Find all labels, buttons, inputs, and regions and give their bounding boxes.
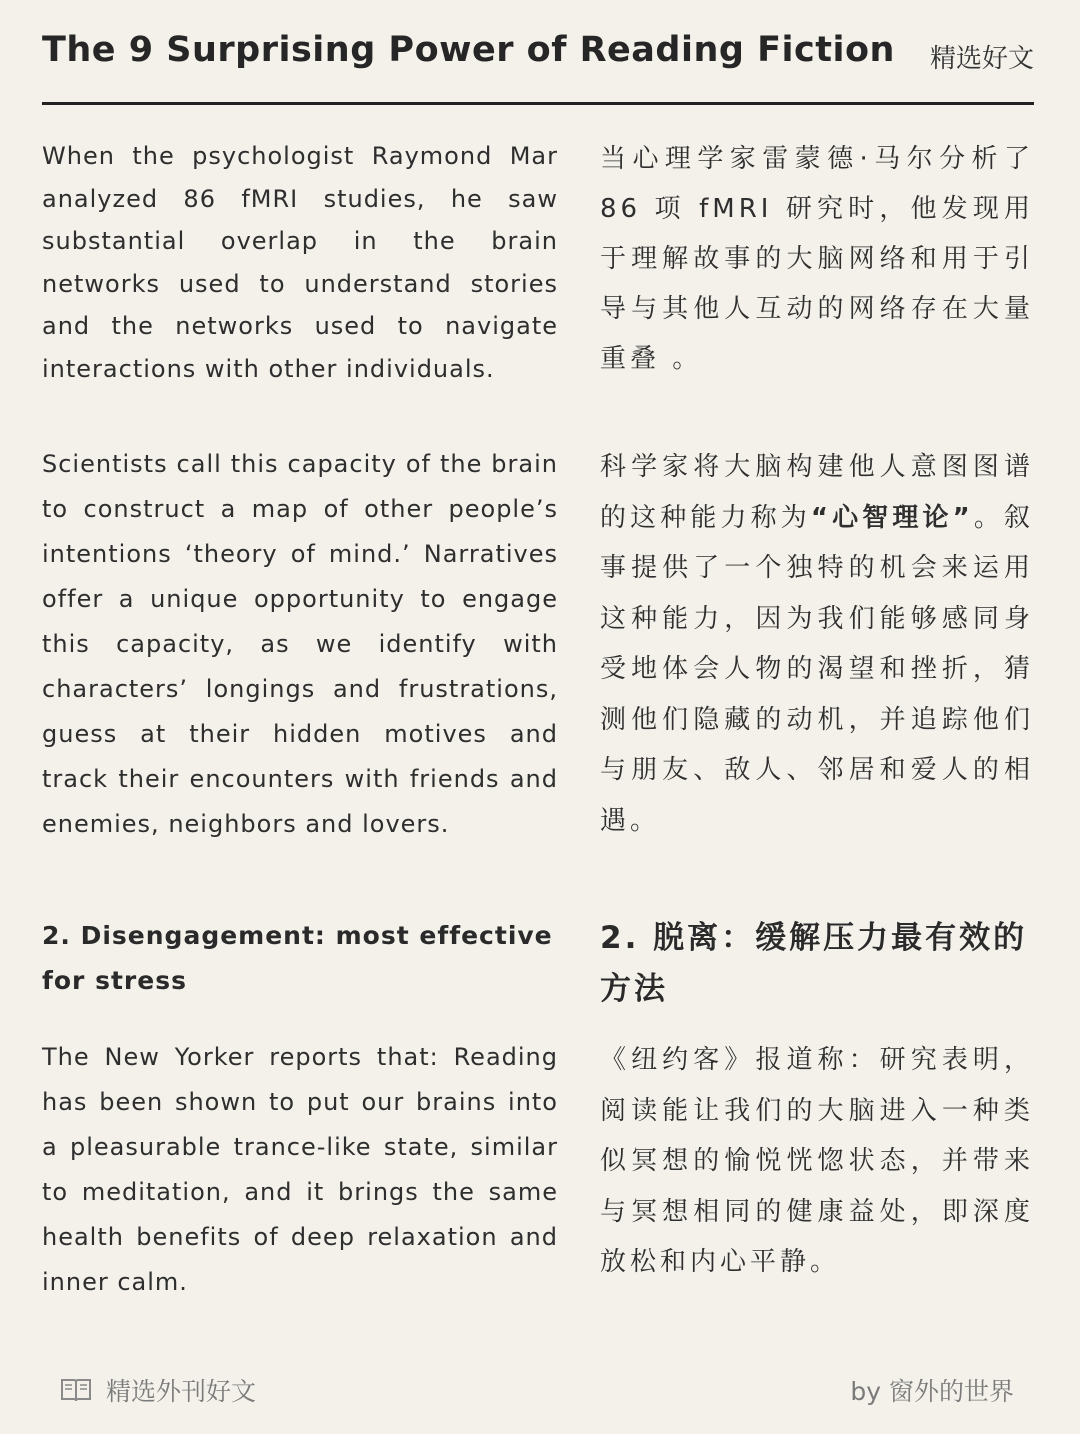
section-heading-en: 2. Disengagement: most effective for stress (42, 921, 553, 995)
paragraph-zh-2-after: 。叙事提供了一个独特的机会来运用这种能力，因为我们能够感同身受地体会人物的渴望和挫折，猜测他们隐藏的动机，并追踪他们与朋友、敌人、邻居和爱人的相遇。 (600, 502, 1034, 836)
page-title: The 9 Surprising Power of Reading Fiction (42, 30, 895, 70)
paragraph-en-3: The New Yorker reports that: Reading has been shown to put our brains into a pleasurable trance-like state, similar to meditation, and it brings the same health benefits of deep relaxation and inner calm. (42, 1043, 558, 1296)
paragraph-zh-2 (600, 442, 1034, 846)
page-header (42, 30, 1034, 105)
footer-left-text: 精选外刊好文 (106, 1377, 257, 1406)
paragraph-en-2: Scientists call this capacity of the brain to construct a map of other people’s intentions ‘theory of mind.’ Narratives offer a unique opportunity to engage this capacity, as we identify with characters’ longings and frustrations, guess at their hidden motives and track their encounters with friends and enemies, neighbors and lovers. (42, 450, 558, 838)
theory-of-mind-emphasis: “心智理论” (810, 502, 974, 533)
header-tag: 精选好文 (929, 44, 1034, 74)
paragraph-zh-3: 《纽约客》报道称：研究表明，阅读能让我们的大脑进入一种类似冥想的愉悦恍惚状态，并带来与冥想相同的健康益处，即深度放松和内心平静。 (600, 1045, 1034, 1277)
paragraph-zh-2-before: 科学家将大脑构建他人意图图谱的这种能力称为 (600, 452, 1034, 533)
footer-brand (60, 1372, 256, 1408)
book-icon (60, 1376, 92, 1404)
section-heading-zh: 2. 脱离：缓解压力最有效的方法 (600, 920, 1028, 1007)
paragraph-zh-1: 当心理学家雷蒙德·马尔分析了 86 项 fMRI 研究时，他发现用于理解故事的大脑网络和用于引导与其他人互动的网络存在大量重叠 。 (600, 144, 1034, 374)
footer-author: by 窗外的世界 (850, 1377, 1014, 1406)
paragraph-en-1: When the psychologist Raymond Mar analyzed 86 fMRI studies, he saw substantial overlap in the brain networks used to understand stories and the networks used to navigate interactions with other individuals. (42, 142, 558, 383)
